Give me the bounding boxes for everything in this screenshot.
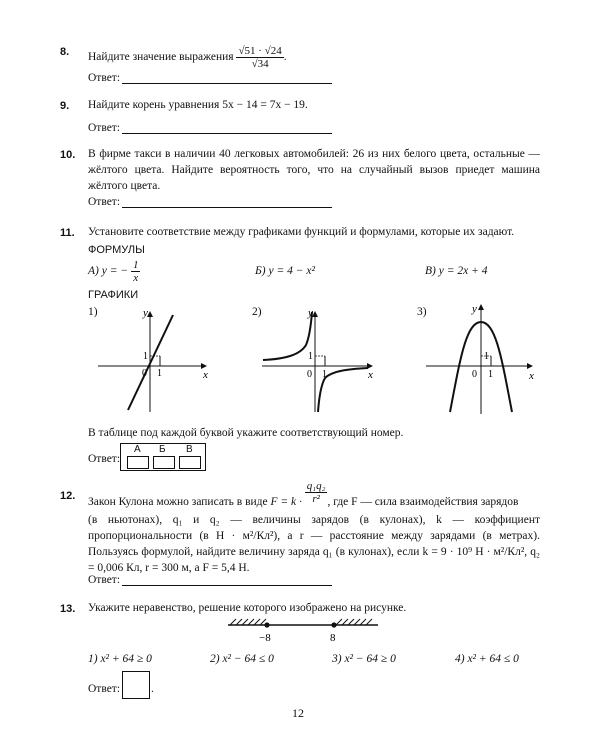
problem-12-answer-label: Ответ: (88, 574, 121, 586)
graph-1-x-one: 1 (157, 368, 162, 379)
formula-a-label: А) y = − (88, 265, 129, 278)
graph-2-x-label: x (368, 369, 373, 381)
problem-8-number: 8. (60, 46, 70, 58)
hatch-right (336, 619, 372, 625)
problem-11-number: 11. (60, 227, 75, 239)
formula-a-denominator: x (133, 272, 139, 284)
number-line (228, 619, 378, 644)
label-minus-8: −8 (259, 632, 271, 644)
hatch-left (230, 619, 266, 625)
problem-13-answer-box[interactable] (122, 671, 150, 699)
formula-b: Б) y = 4 − x² (255, 265, 315, 277)
graph-3-y-one: 1 (484, 351, 489, 362)
answer-cell-b[interactable] (153, 456, 175, 469)
page-number: 12 (292, 706, 304, 720)
coulomb-formula-lhs: F = k · (270, 496, 302, 509)
problem-9-text: Найдите корень уравнения 5x − 14 = 7x − 19. (88, 99, 308, 111)
graph-1-y-label: y (143, 307, 148, 319)
problem-10-answer-label: Ответ: (88, 196, 121, 208)
problem-8-question: Найдите значение выражения (88, 51, 234, 64)
problem-12-first-line (88, 480, 548, 509)
problem-13-number: 13. (60, 603, 76, 615)
option-1[interactable]: 1) x² + 64 ≥ 0 (88, 653, 152, 665)
graph-3-x-one: 1 (488, 369, 493, 380)
graph-1-label: 1) (88, 306, 98, 318)
problem-8-period: . (283, 51, 287, 64)
graph-2-label: 2) (252, 306, 262, 318)
problem-13-text: Укажите неравенство, решение которого изображено на рисунке. (88, 602, 407, 614)
problem-11-text: Установите соответствие между графиками функций и формулами, которые их задают. (88, 226, 515, 238)
graph-3-x-label: x (529, 370, 534, 382)
problem-10-number: 10. (60, 149, 76, 161)
label-plus-8: 8 (330, 632, 336, 644)
graph-3 (426, 303, 534, 414)
option-2[interactable]: 2) x² − 64 ≤ 0 (210, 653, 274, 665)
coulomb-denominator: r² (312, 493, 320, 505)
formula-a-numerator: 1 (132, 259, 139, 271)
problem-12-answer-field[interactable] (122, 573, 332, 586)
table-header-c: В (186, 444, 193, 455)
formulas-title: ФОРМУЛЫ (88, 244, 145, 256)
graph-2-y-label: y (308, 307, 313, 319)
point-plus-8 (331, 622, 336, 627)
graph-2-origin: 0 (307, 369, 312, 380)
answer-table (120, 443, 206, 471)
graph-1 (98, 307, 208, 412)
answer-cell-a[interactable] (127, 456, 149, 469)
problem-13-answer-label: Ответ: (88, 683, 121, 695)
formula-c: В) y = 2x + 4 (425, 265, 488, 277)
coulomb-formula-fraction (305, 480, 328, 505)
problem-12-number: 12. (60, 490, 76, 502)
graph-2-branch-left (263, 312, 312, 360)
table-header-a: А (134, 444, 141, 455)
problem-9-number: 9. (60, 100, 70, 112)
point-minus-8 (264, 622, 269, 627)
problem-12-body: (в ньютонах), q₁ и q₂ — величины зарядов (в кулонах), k — коэффициент пропорциональности (в Н · м²/Кл²), а r — расстояние между зарядами (в метрах). Пользуясь формулой, найдите величину заряда q₁ (в кулонах), если k = 9 · 10⁹ Н · м²/Кл², q₂ = 0,006 Кл, r = 300 м, а F = 5,4 Н. (88, 514, 540, 574)
table-header-b: Б (159, 444, 166, 455)
graph-1-y-one: 1 (143, 351, 148, 362)
graph-3-origin: 0 (472, 369, 477, 380)
expression-numerator: √51 · √24 (238, 45, 282, 57)
option-4[interactable]: 4) x² + 64 ≤ 0 (455, 653, 519, 665)
graph-1-origin: 0 (142, 368, 147, 379)
coulomb-numerator: q₁q₂ (306, 480, 326, 492)
answer-cell-c[interactable] (179, 456, 201, 469)
graphs-title: ГРАФИКИ (88, 289, 139, 301)
expression-denominator: √34 (251, 58, 269, 70)
graph-2-x-one: 1 (322, 369, 327, 380)
graph-1-x-label: x (203, 369, 208, 381)
problem-12-intro-end: , где F — сила взаимодействия зарядов (327, 496, 519, 509)
graph-2-y-one: 1 (308, 351, 313, 362)
problem-13-answer-period: . (151, 683, 154, 695)
graph-3-y-label: y (472, 303, 477, 315)
table-instruction: В таблице под каждой буквой укажите соответствующий номер. (88, 427, 404, 439)
graph-2 (262, 307, 373, 412)
problem-11-answer-label: Ответ: (88, 453, 121, 465)
problem-10-text: В фирме такси в наличии 40 легковых автомобилей: 26 из них белого цвета, остальные — жёлтого цвета. Найдите вероятность того, что на случайный вызов приедет машина жёлтого цвета. (88, 148, 540, 192)
problem-9-answer-label: Ответ: (88, 122, 121, 134)
option-3[interactable]: 3) x² − 64 ≥ 0 (332, 653, 396, 665)
problem-12-intro: Закон Кулона можно записать в виде (88, 496, 268, 509)
problem-8-answer-label: Ответ: (88, 72, 121, 84)
graph-3-label: 3) (417, 306, 427, 318)
